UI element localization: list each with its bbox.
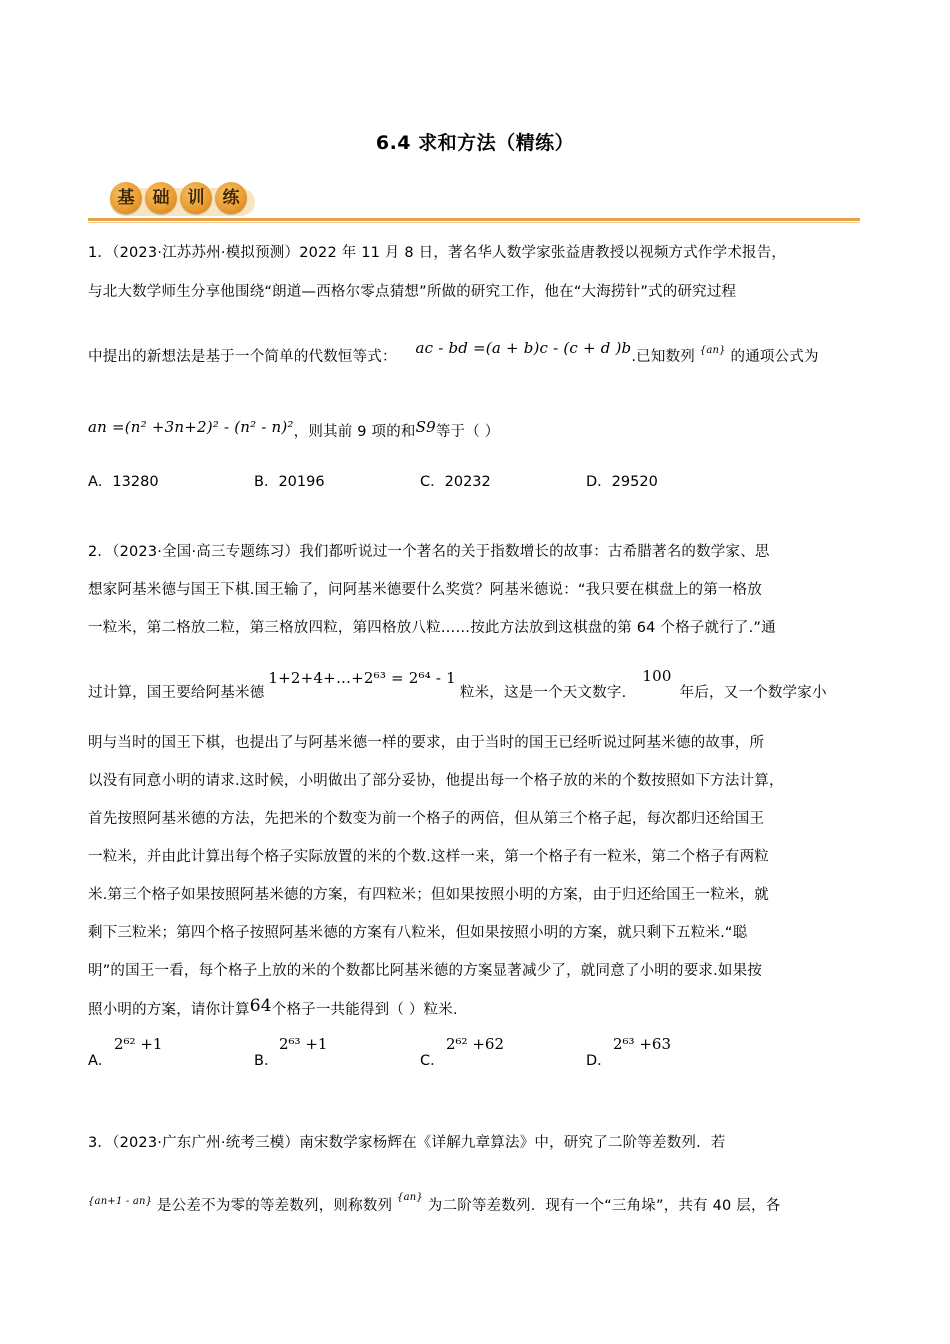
q2-line-10: 剩下三粒米；第四个格子按照阿基米德的方案有八粒米，但如果按照小明的方案，就只剩下五粒米.“聪 [88,925,748,941]
q1-line-1: 1．（2023·江苏苏州·模拟预测）2022 年 11 月 8 日，著名华人数学家张益唐教授以视频方式作学术报告， [88,245,787,261]
q3-difference-sequence: {an+1 - an} [88,1196,153,1207]
q2-option-b-formula: 2⁶³ +1 [279,1035,328,1053]
q1-line-3-suffix: 的通项公式为 [730,349,819,365]
q3-line-1: 3．（2023·广东广州·统考三模）南宋数学家杨辉在《详解九章算法》中，研究了二阶等差数列．若 [88,1135,726,1151]
page-title: 6.4 求和方法（精练） [375,132,575,154]
q1-line-3-prefix: 中提出的新想法是基于一个简单的代数恒等式： [88,349,397,365]
q2-line-5: 明与当时的国王下棋，也提出了与阿基米德一样的要求，由于当时的国王已经听说过阿基米德的故事，所 [88,735,765,751]
q1-sum-s9: S9 [415,418,436,436]
section-char-1: 基 [110,182,142,214]
section-char-3: 训 [180,182,212,214]
q2-line-8: 一粒米，并由此计算出每个格子实际放置的米的个数.这样一来，第一个格子有一粒米，第二个格子有两粒 [88,849,770,865]
section-divider-line [88,218,860,221]
q1-option-d: D．29520 [586,474,658,490]
q2-line-12 [88,996,458,1020]
q1-identity-formula: ac - bd =(a + b)c - (c + d )b [415,339,632,357]
q3-sequence-an: {an} [397,1192,423,1203]
q2-line-3: 一粒米，第二格放二粒，第三格放四粒，第四格放八粒……按此方法放到这棋盘的第 64 个格子就行了.”通 [88,620,776,636]
section-header-basic-training [88,180,860,224]
q2-line-4-prefix: 过计算，国王要给阿基米德 [88,685,265,701]
section-char-2: 础 [145,182,177,214]
q2-option-d-formula: 2⁶³ +63 [613,1035,671,1053]
q1-line-4 [88,418,500,442]
q1-line-3 [88,339,819,369]
section-char-4: 练 [215,182,247,214]
q2-option-b-label: B． [254,1053,279,1069]
q2-option-a-formula: 2⁶² +1 [114,1035,163,1053]
q1-option-c: C．20232 [420,474,491,490]
q2-line-12-prefix: 照小明的方案，请你计算 [88,1002,250,1018]
q1-line-4-end: 等于（ ） [435,424,500,440]
q3-line-2 [88,1192,781,1218]
q3-line-2-mid: 是公差不为零的等差数列，则称数列 [157,1198,393,1214]
q2-line-4-mid: 粒米，这是一个天文数字. [459,685,627,701]
q2-line-7: 首先按照阿基米德的方法，先把米的个数变为前一个格子的两倍，但从第三个格子起，每次都归还给国王 [88,811,765,827]
q2-line-6: 以没有同意小明的请求.这时候，小明做出了部分妥协，他提出每一个格子放的米的个数按照如下方法计算， [88,773,784,789]
q2-line-12-suffix: 个格子一共能得到（ ）粒米. [271,1002,458,1018]
q2-line-11: 明”的国王一看，每个格子上放的米的个数都比阿基米德的方案显著减少了，就同意了小明的要求.如果按 [88,963,763,979]
q1-line-3-mid: .已知数列 [631,349,695,365]
q1-general-term-formula: an =(n² +3n+2)² - (n² - n)² [88,418,294,436]
q2-line-9: 米.第三个格子如果按照阿基米德的方案，有四粒米；但如果按照小明的方案，由于归还给国王一粒米，就 [88,887,770,903]
q2-option-a-label: A． [88,1053,113,1069]
q1-line-2: 与北大数学师生分享他围绕“朗道—西格尔零点猜想”所做的研究工作，他在“大海捞针”式的研究过程 [88,284,737,300]
q2-option-c-label: C． [420,1053,445,1069]
q2-option-d-label: D． [586,1053,612,1069]
q2-line-4-suffix: 年后，又一个数学家小 [679,685,827,701]
q2-number-64: 64 [249,996,272,1016]
q2-number-100: 100 [642,667,672,685]
q2-line-1: 2．（2023·全国·高三专题练习）我们都听说过一个著名的关于指数增长的故事：古希腊著名的数学家、思 [88,544,770,560]
q1-option-a: A．13280 [88,474,159,490]
section-divider-line-light [88,222,860,223]
q1-option-b: B．20196 [254,474,325,490]
q1-sequence-an: {an} [699,345,726,356]
q2-line-4 [88,667,827,703]
q2-line-2: 想家阿基米德与国王下棋.国王输了，问阿基米德要什么奖赏？阿基米德说：“我只要在棋盘上的第一格放 [88,582,763,598]
q2-option-c-formula: 2⁶² +62 [446,1035,504,1053]
q3-line-2-suffix: 为二阶等差数列．现有一个“三角垛”，共有 40 层，各 [427,1198,781,1214]
q2-sum-formula: 1+2+4+…+2⁶³ = 2⁶⁴ - 1 [268,669,456,687]
q1-line-4-text: ，则其前 9 项的和 [293,424,416,440]
